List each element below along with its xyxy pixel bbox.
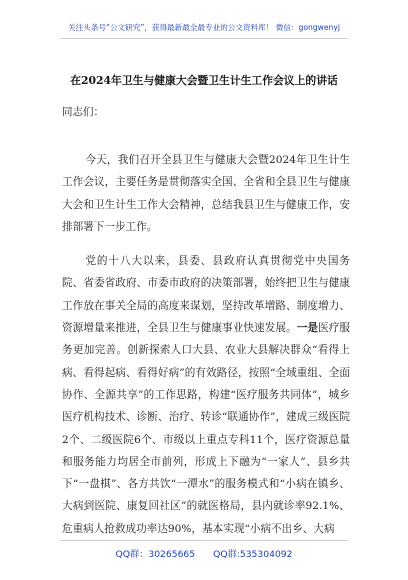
header-banner: 关注头条号“公文研究”，获得最新最全最专业的公文资料库！ 微信：gongwenyj: [68, 23, 340, 32]
footer: [0, 546, 408, 560]
paragraph-2-rest: 医疗服务更加完善。创新探索人口大县、农业大县解决群众“看得上病、看得起病、看得好病”的有效路径，按照“全域重组、全面协作、全源共享”的工作思路，构建“医疗服务共同体”，城乡医疗机构技术、诊断、治疗、转诊“联通协作”，建成三级医院2个、二级医院6个、市级以上重点专科11个，医疗资源总量和服务能力均居全市前列，形成上下融为“一家人”、县乡共下“一盘棋”、各方共饮“一潭水”的服务模式和“小病在镇乡、大病到医院、康复回社区”的就医格局，县内就诊率92.1%、危重病人抢救成功率达90%，基本实现“小病不出乡、大病: [62, 322, 351, 535]
document-body: [62, 149, 350, 552]
footer-qq-group-2: QQ群:535304092: [213, 549, 293, 560]
footer-divider: [60, 540, 348, 541]
footer-qq-group-1: QQ群：30265665: [115, 549, 196, 560]
paragraph-2-intro: 党的十八大以来，县委、县政府认真贯彻党中央国务院、省委省政府、市委市政府的决策部署，始终把卫生与健康工作放在事关全局的高度来谋划，坚持改革增路、制度增力、资源增量来推进，全县卫生与健康事业快速发展。: [62, 255, 350, 335]
paragraph-1: 今天，我们召开全县卫生与健康大会暨2024年卫生计生工作会议，主要任务是贯彻落实全国、全省和全县卫生与健康大会和卫生计生工作大会精神，总结我县卫生与健康工作，安排部署下一步工作。: [62, 154, 350, 233]
paragraph-2-lead: 一是: [296, 322, 319, 335]
header-divider: [60, 38, 348, 39]
document-title: 在2024年卫生与健康大会暨卫生计生工作会议上的讲话: [70, 74, 338, 87]
salutation: 同志们：: [62, 106, 104, 118]
paragraph-2: [62, 250, 350, 540]
